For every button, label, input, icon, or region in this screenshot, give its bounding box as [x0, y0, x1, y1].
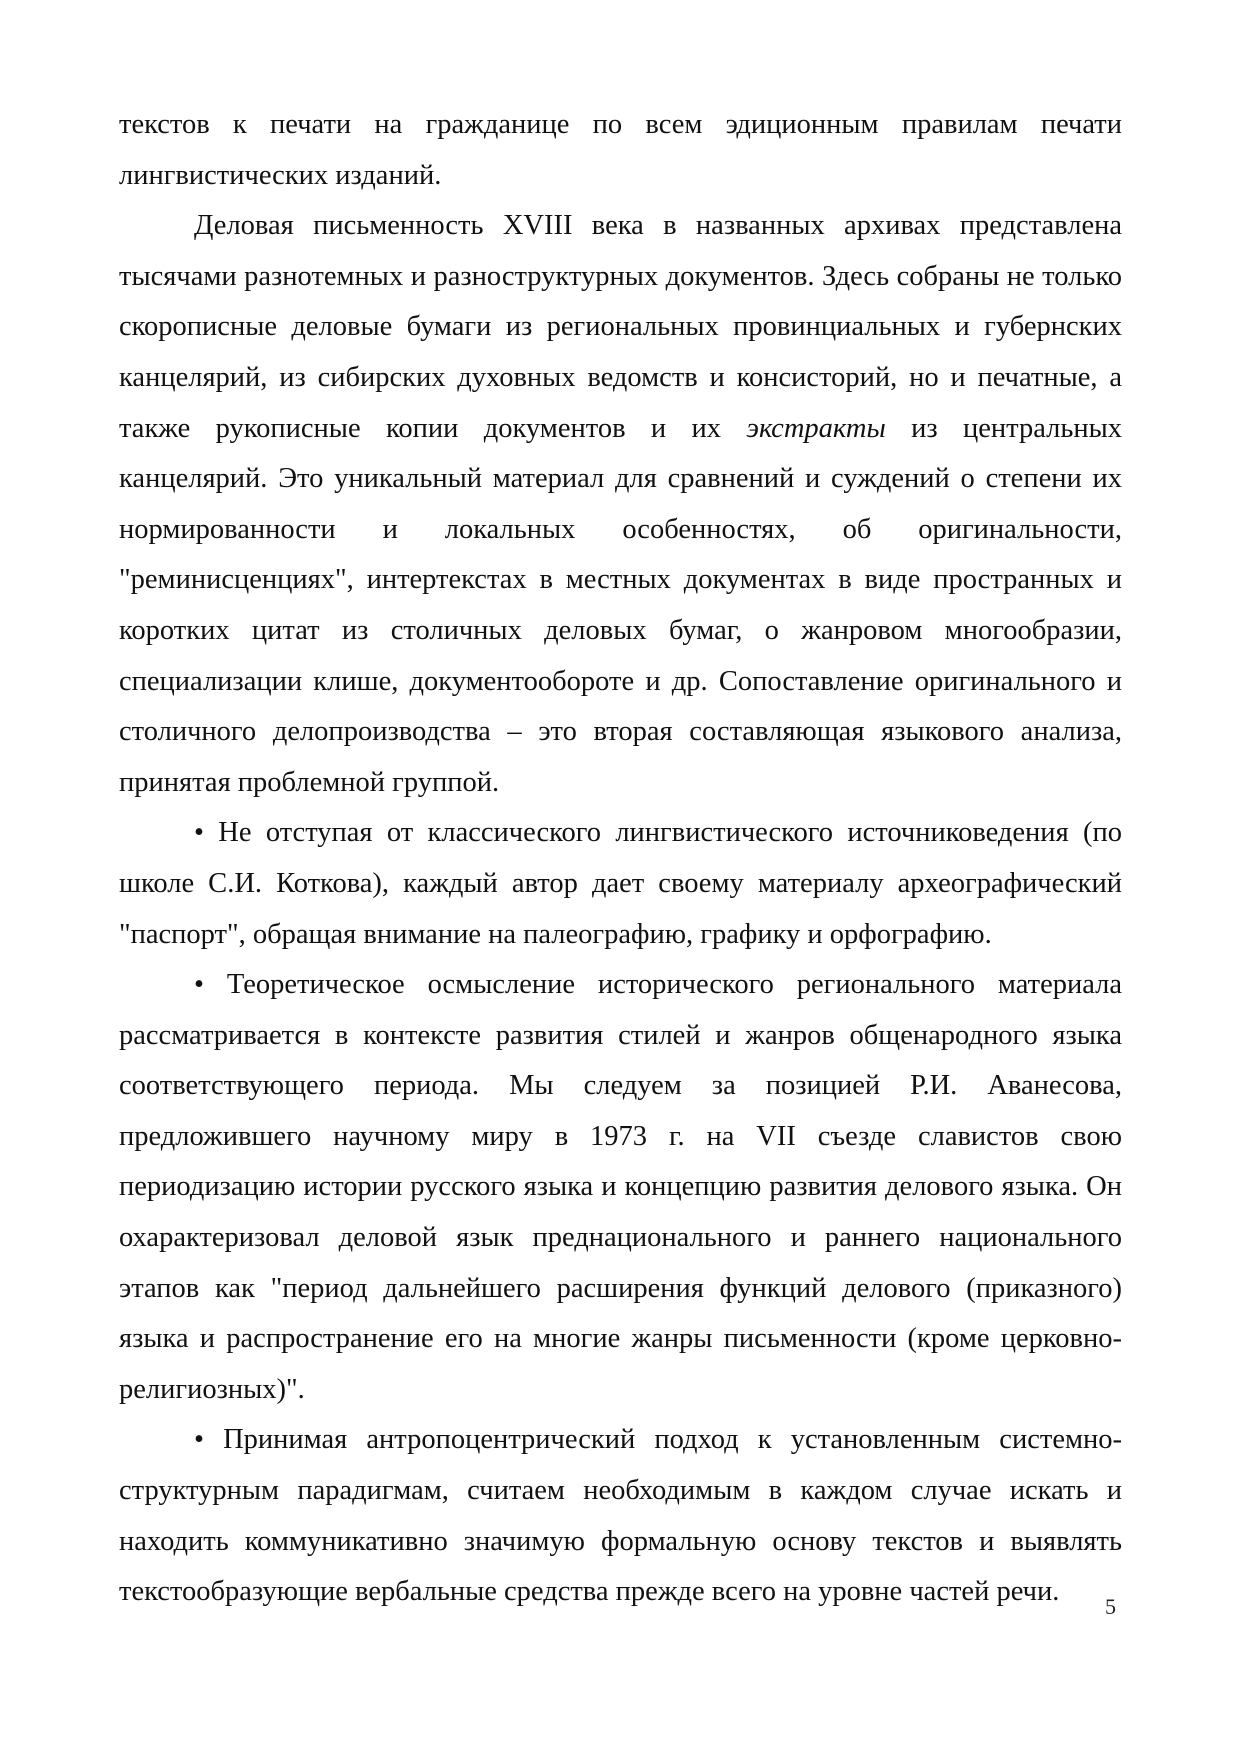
- bullet-paragraph-theory: • Теоретическое осмысление исторического регионального материала рассматривается в контексте развития стилей и жанров общенародного языка соответствующего периода. Мы следуем за позицией Р.И. Аванесова, предложившего научному миру в 1973 г. на VII съезде славистов свою периодизацию истории русского языка и концепцию развития делового языка. Он охарактеризовал деловой язык преднационального и раннего национального этапов как "период дальнейшего расширения функций делового (приказного) языка и распространение его на многие жанры письменности (кроме церковно-религиозных)".: [119, 969, 1122, 1405]
- bullet-paragraph-source-studies: • Не отступая от классического лингвистического источниковедения (по школе С.И. Коткова), каждый автор дает своему материалу археографический "паспорт", обращая внимание на палеографию, графику и орфографию.: [119, 817, 1122, 950]
- page-number: 5: [1105, 1594, 1116, 1619]
- italic-term: экстракты: [746, 412, 886, 444]
- paragraph-text-segment: из центральных канцелярий. Это уникальный материал для сравнений и суждений о степени их нормированности и локальных особенностях, об оригинальности, "реминисценциях", интертекстах в местных документах в виде пространных и коротких цитат из столичных деловых бумаг, о жанровом многообразии, специализации клише, документообороте и др. Сопоставление оригинального и столичного делопроизводства – это вторая составляющая языкового анализа, принятая проблемной группой.: [119, 412, 1122, 798]
- document-page: [119, 100, 1122, 1618]
- paragraph-text-segment: Деловая письменность XVIII века в названных архивах представлена тысячами разнотемных и разноструктурных документов. Здесь собраны не только скорописные деловые бумаги из региональных провинциальных и губернских канцелярий, из сибирских духовных ведомств и консисторий, но и печатные, а также рукописные копии документов и их: [119, 210, 1122, 444]
- paragraph-continuation: текстов к печати на гражданице по всем эдиционным правилам печати лингвистических изданий.: [119, 109, 1122, 191]
- bullet-paragraph-anthropocentric: • Принимая антропоцентрический подход к установленным системно-структурным парадигмам, считаем необходимым в каждом случае искать и находить коммуникативно значимую формальную основу текстов и выявлять текстообразующие вербальные средства прежде всего на уровне частей речи.: [119, 1424, 1122, 1608]
- paragraph-business-writing: [119, 201, 1122, 808]
